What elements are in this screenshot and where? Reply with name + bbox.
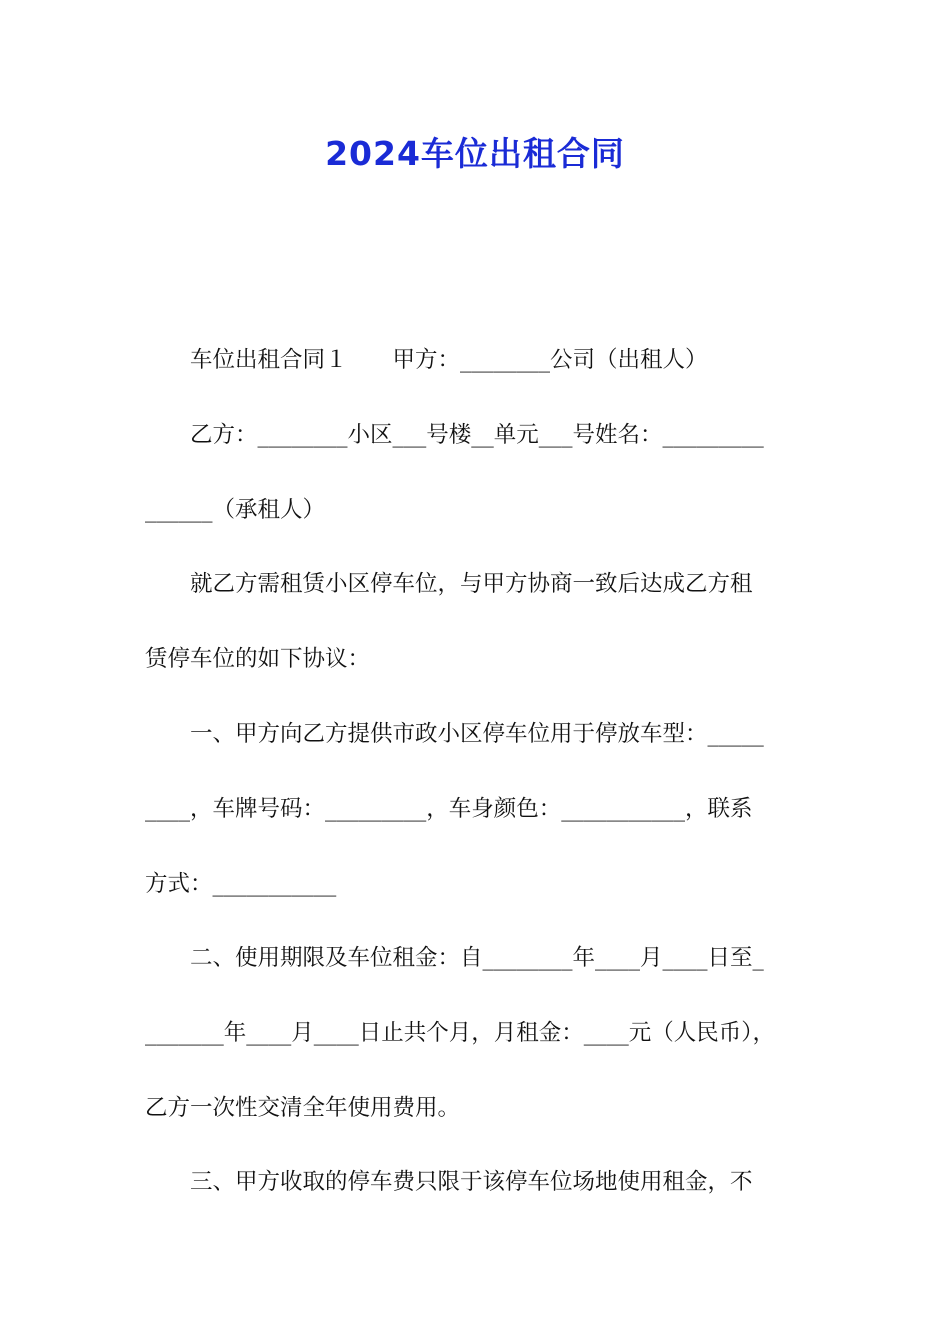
paragraph-line-10: _______年____月____日止共个月，月租金：____元（人民币）， bbox=[145, 1020, 776, 1046]
paragraph-line-2: 乙方：________小区___号楼__单元___号姓名：_________ bbox=[145, 422, 764, 448]
paragraph-line-9: 二、使用期限及车位租金：自________年____月____日至_ bbox=[145, 945, 764, 971]
document-title: 2024车位出租合同 bbox=[325, 134, 625, 173]
paragraph-line-11: 乙方一次性交清全年使用费用。 bbox=[145, 1095, 461, 1121]
paragraph-line-8: 方式：___________ bbox=[145, 871, 337, 897]
paragraph-line-1: 车位出租合同１ 甲方：________公司（出租人） bbox=[145, 347, 708, 373]
paragraph-line-4: 就乙方需租赁小区停车位，与甲方协商一致后达成乙方租 bbox=[145, 571, 753, 597]
paragraph-line-5: 赁停车位的如下协议： bbox=[145, 646, 371, 672]
paragraph-line-3: ______（承租人） bbox=[145, 497, 326, 523]
paragraph-line-6: 一、甲方向乙方提供市政小区停车位用于停放车型：_____ bbox=[145, 721, 764, 747]
paragraph-line-7: ____，车牌号码：_________，车身颜色：___________，联系 bbox=[145, 796, 753, 822]
paragraph-line-12: 三、甲方收取的停车费只限于该停车位场地使用租金，不 bbox=[145, 1169, 753, 1195]
